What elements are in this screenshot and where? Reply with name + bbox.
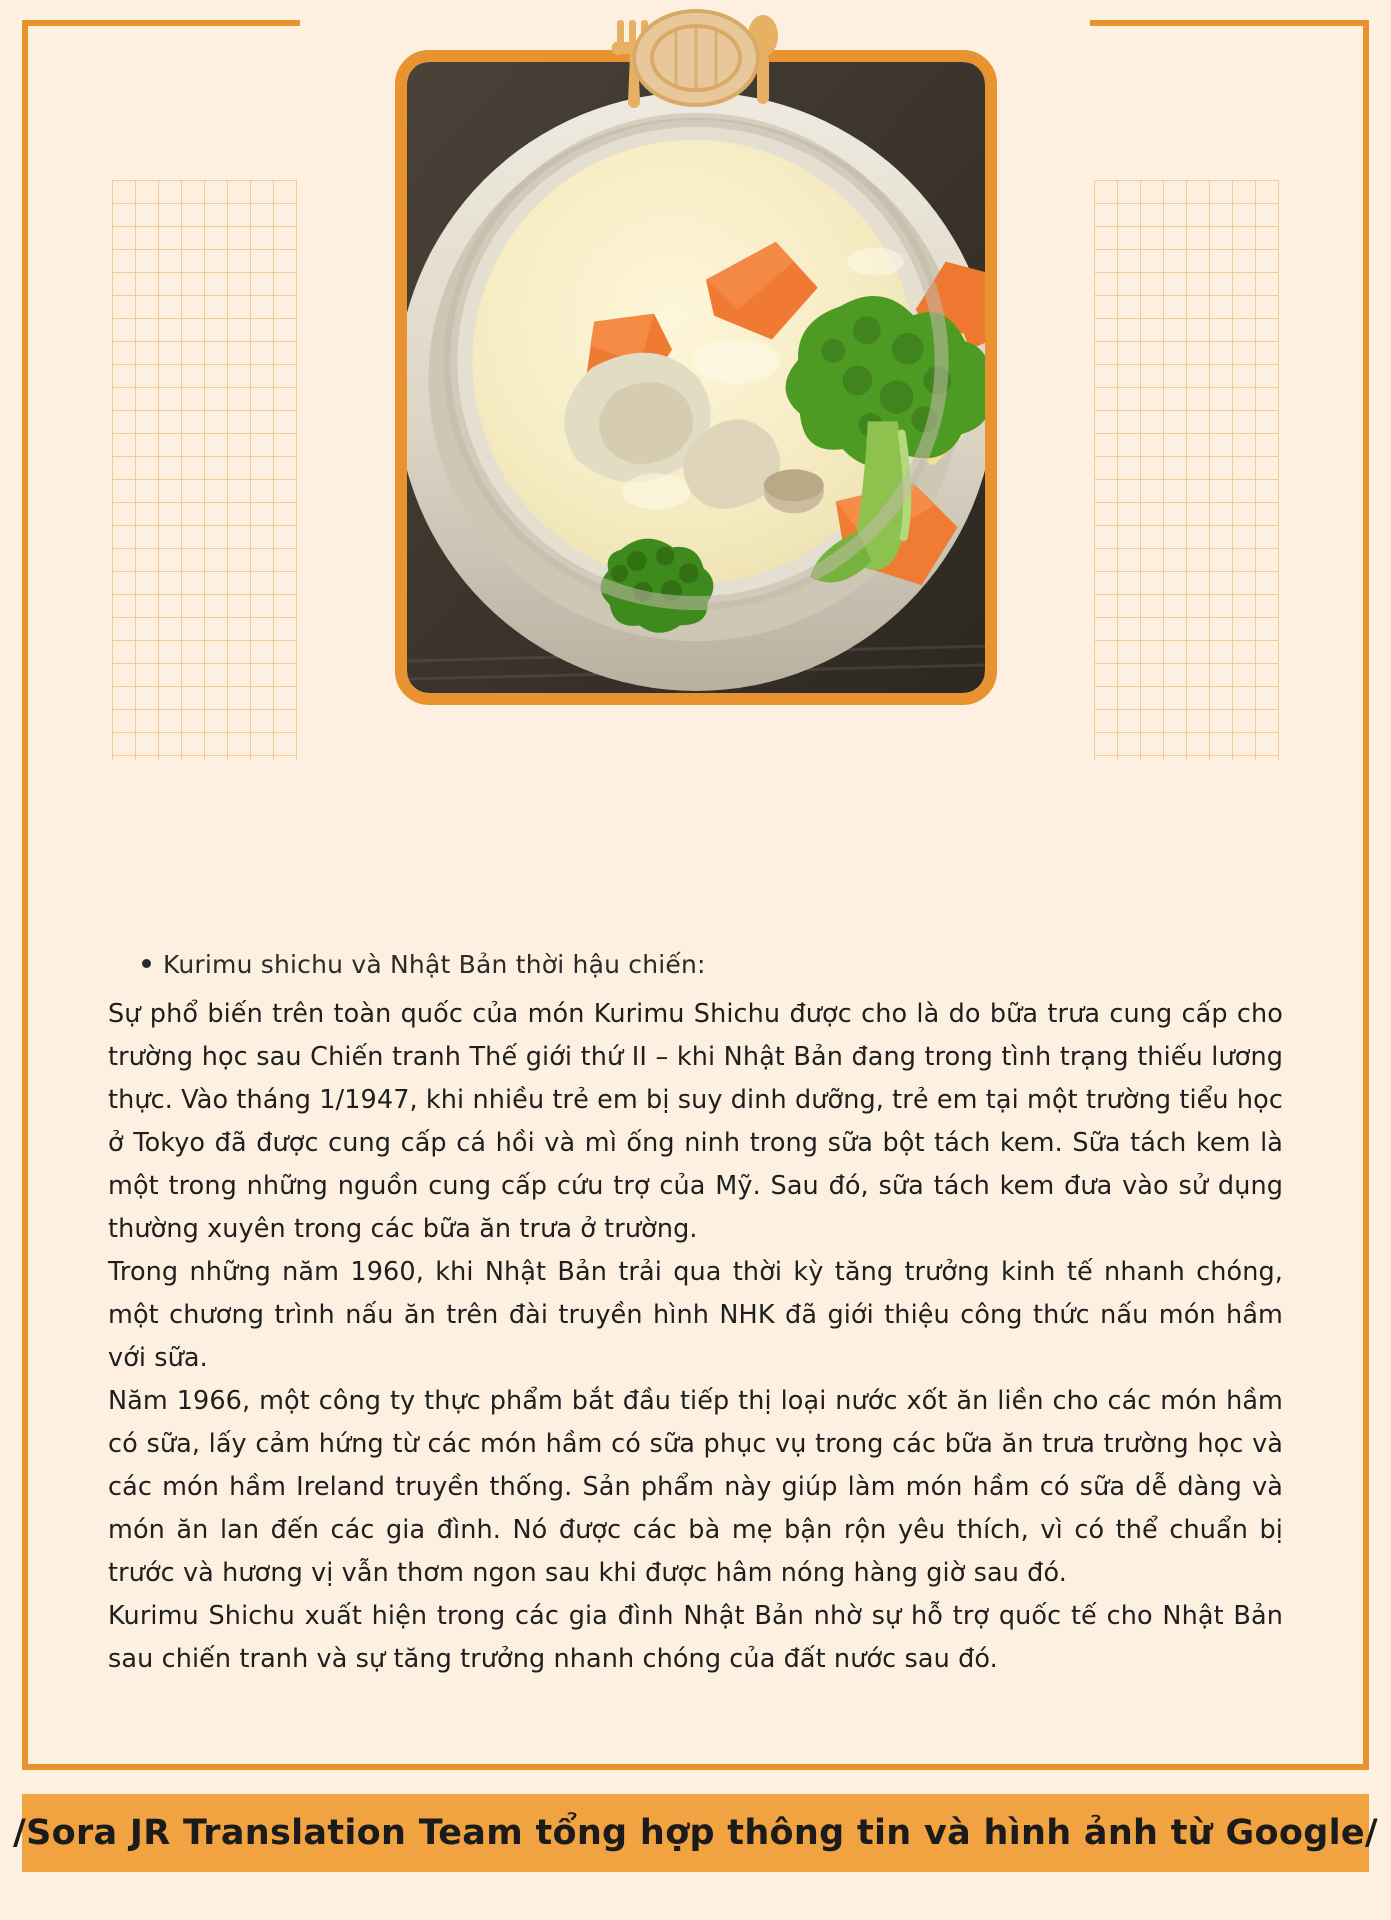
grid-texture-left	[112, 180, 297, 760]
footer-banner	[13, 1794, 1378, 1872]
article-heading	[142, 950, 1283, 979]
grid-texture-right	[1094, 180, 1279, 760]
footer-credit-text: /Sora JR Translation Team tổng hợp thông tin và hình ảnh từ Google/	[13, 1813, 1378, 1853]
article-paragraph-1: Sự phổ biến trên toàn quốc của món Kurimu Shichu được cho là do bữa trưa cung cấp cho trường học sau Chiến tranh Thế giới thứ II – khi Nhật Bản đang trong tình trạng thiếu lương thực. Vào tháng 1/1947, khi nhiều trẻ em bị suy dinh dưỡng, trẻ em tại một trường tiểu học ở Tokyo đã được cung cấp cá hồi và mì ống ninh trong sữa bột tách kem. Sữa tách kem là một trong những nguồn cung cấp cứu trợ của Mỹ. Sau đó, sữa tách kem đưa vào sử dụng thường xuyên trong các bữa ăn trưa ở trường.	[108, 999, 1283, 1244]
photo-inner	[407, 62, 985, 693]
article-paragraph-3: Năm 1966, một công ty thực phẩm bắt đầu tiếp thị loại nước xốt ăn liền cho các món hầm có sữa, lấy cảm hứng từ các món hầm có sữa phục vụ trong các bữa ăn trưa trường học và các món hầm Ireland truyền thống. Sản phẩm này giúp làm món hầm có sữa dễ dàng và món ăn lan đến các gia đình. Nó được các bà mẹ bận rộn yêu thích, vì có thể chuẩn bị trước và hương vị vẫn thơm ngon sau khi được hâm nóng hàng giờ sau đó.	[108, 1386, 1283, 1588]
cream-stew-photo	[395, 50, 997, 705]
plate-ornament-icon	[581, 6, 811, 136]
article-heading-text: Kurimu shichu và Nhật Bản thời hậu chiến:	[163, 950, 706, 979]
article-paragraph-4: Kurimu Shichu xuất hiện trong các gia đình Nhật Bản nhờ sự hỗ trợ quốc tế cho Nhật Bản sau chiến tranh và sự tăng trưởng nhanh chóng của đất nước sau đó.	[108, 1601, 1283, 1674]
bullet-dot-icon	[142, 959, 151, 968]
article-paragraph-2: Trong những năm 1960, khi Nhật Bản trải qua thời kỳ tăng trưởng kinh tế nhanh chóng, một chương trình nấu ăn trên đài truyền hình NHK đã giới thiệu công thức nấu món hầm với sữa.	[108, 1257, 1283, 1373]
article-content	[108, 950, 1283, 1681]
